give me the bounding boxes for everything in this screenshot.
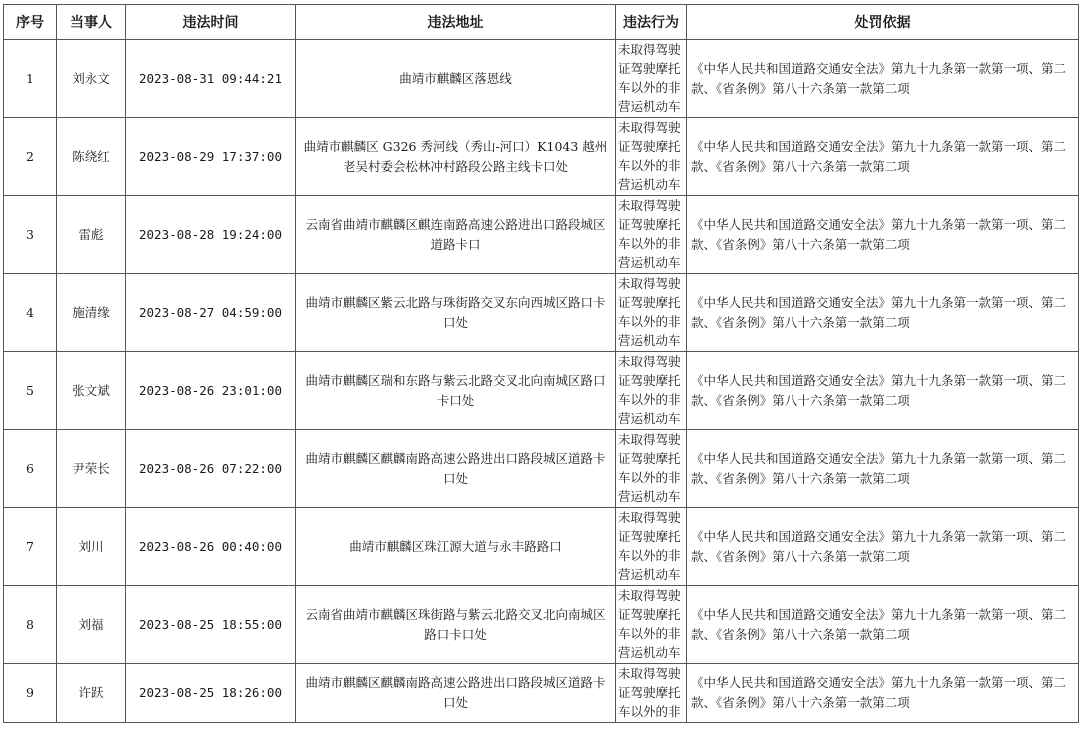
behavior-text: 未取得驾驶证驾驶摩托车以外的非营运机动车 (618, 510, 681, 582)
table-row (4, 508, 1079, 586)
header-party: 当事人 (57, 5, 126, 40)
cell-time: 2023-08-29 17:37:00 (126, 118, 296, 196)
cell-location: 曲靖市麒麟区紫云北路与珠街路交叉东向西城区路口卡口处 (296, 274, 616, 352)
cell-location: 曲靖市麒麟区 G326 秀河线（秀山-河口）K1043 越州老吴村委会松林冲村路段公路主线卡口处 (296, 118, 616, 196)
behavior-text: 未取得驾驶证驾驶摩托车以外的非营运机动车 (618, 588, 681, 660)
cell-party: 许跃 (57, 664, 126, 723)
cell-time: 2023-08-25 18:55:00 (126, 586, 296, 664)
behavior-text: 未取得驾驶证驾驶摩托车以外的非营运机动车 (618, 120, 681, 192)
cell-behavior (616, 196, 687, 274)
header-index: 序号 (4, 5, 57, 40)
table-row (4, 586, 1079, 664)
table-header-row (4, 5, 1079, 40)
cell-party: 刘福 (57, 586, 126, 664)
cell-index: 2 (4, 118, 57, 196)
cell-party: 刘川 (57, 508, 126, 586)
behavior-text: 未取得驾驶证驾驶摩托车以外的非营运机动车 (618, 432, 681, 504)
behavior-text: 未取得驾驶证驾驶摩托车以外的非营运机动车 (618, 276, 681, 348)
table-row (4, 40, 1079, 118)
cell-party: 尹荣长 (57, 430, 126, 508)
cell-basis: 《中华人民共和国道路交通安全法》第九十九条第一款第一项、第二款、《省条例》第八十六条第一款第二项 (687, 40, 1079, 118)
cell-basis: 《中华人民共和国道路交通安全法》第九十九条第一款第一项、第二款、《省条例》第八十六条第一款第二项 (687, 274, 1079, 352)
cell-time: 2023-08-25 18:26:00 (126, 664, 296, 723)
cell-basis: 《中华人民共和国道路交通安全法》第九十九条第一款第一项、第二款、《省条例》第八十六条第一款第二项 (687, 352, 1079, 430)
cell-time: 2023-08-31 09:44:21 (126, 40, 296, 118)
cell-index: 3 (4, 196, 57, 274)
cell-location: 曲靖市麒麟区瑞和东路与紫云北路交叉北向南城区路口卡口处 (296, 352, 616, 430)
table-row (4, 664, 1079, 723)
cell-location: 云南省曲靖市麒麟区麒连南路高速公路进出口路段城区道路卡口 (296, 196, 616, 274)
cell-behavior (616, 508, 687, 586)
cell-index: 5 (4, 352, 57, 430)
table-row (4, 430, 1079, 508)
cell-party: 刘永文 (57, 40, 126, 118)
table-row (4, 118, 1079, 196)
cell-behavior (616, 40, 687, 118)
cell-basis: 《中华人民共和国道路交通安全法》第九十九条第一款第一项、第二款、《省条例》第八十六条第一款第二项 (687, 508, 1079, 586)
behavior-text: 未取得驾驶证驾驶摩托车以外的非 (618, 666, 681, 719)
cell-party: 施清缘 (57, 274, 126, 352)
cell-behavior (616, 118, 687, 196)
cell-basis: 《中华人民共和国道路交通安全法》第九十九条第一款第一项、第二款、《省条例》第八十六条第一款第二项 (687, 430, 1079, 508)
header-time: 违法时间 (126, 5, 296, 40)
table-row (4, 274, 1079, 352)
table-row (4, 352, 1079, 430)
table-row (4, 196, 1079, 274)
cell-party: 张文斌 (57, 352, 126, 430)
cell-basis: 《中华人民共和国道路交通安全法》第九十九条第一款第一项、第二款、《省条例》第八十六条第一款第二项 (687, 586, 1079, 664)
cell-party: 雷彪 (57, 196, 126, 274)
cell-index: 7 (4, 508, 57, 586)
cell-location: 云南省曲靖市麒麟区珠街路与紫云北路交叉北向南城区路口卡口处 (296, 586, 616, 664)
header-basis: 处罚依据 (687, 5, 1079, 40)
cell-party: 陈绕红 (57, 118, 126, 196)
cell-basis: 《中华人民共和国道路交通安全法》第九十九条第一款第一项、第二款、《省条例》第八十六条第一款第二项 (687, 664, 1079, 723)
cell-location: 曲靖市麒麟区落恩线 (296, 40, 616, 118)
cell-location: 曲靖市麒麟区麒麟南路高速公路进出口路段城区道路卡口处 (296, 664, 616, 723)
cell-behavior (616, 430, 687, 508)
cell-index: 4 (4, 274, 57, 352)
header-location: 违法地址 (296, 5, 616, 40)
cell-index: 9 (4, 664, 57, 723)
cell-time: 2023-08-27 04:59:00 (126, 274, 296, 352)
behavior-text: 未取得驾驶证驾驶摩托车以外的非营运机动车 (618, 198, 681, 270)
cell-index: 6 (4, 430, 57, 508)
cell-location: 曲靖市麒麟区珠江源大道与永丰路路口 (296, 508, 616, 586)
cell-index: 1 (4, 40, 57, 118)
cell-behavior (616, 664, 687, 723)
cell-basis: 《中华人民共和国道路交通安全法》第九十九条第一款第一项、第二款、《省条例》第八十六条第一款第二项 (687, 118, 1079, 196)
cell-time: 2023-08-28 19:24:00 (126, 196, 296, 274)
cell-location: 曲靖市麒麟区麒麟南路高速公路进出口路段城区道路卡口处 (296, 430, 616, 508)
cell-basis: 《中华人民共和国道路交通安全法》第九十九条第一款第一项、第二款、《省条例》第八十六条第一款第二项 (687, 196, 1079, 274)
violations-table (3, 4, 1079, 723)
cell-index: 8 (4, 586, 57, 664)
behavior-text: 未取得驾驶证驾驶摩托车以外的非营运机动车 (618, 354, 681, 426)
cell-behavior (616, 352, 687, 430)
cell-behavior (616, 586, 687, 664)
cell-behavior (616, 274, 687, 352)
header-behavior: 违法行为 (616, 5, 687, 40)
behavior-text: 未取得驾驶证驾驶摩托车以外的非营运机动车 (618, 42, 681, 114)
cell-time: 2023-08-26 23:01:00 (126, 352, 296, 430)
cell-time: 2023-08-26 07:22:00 (126, 430, 296, 508)
cell-time: 2023-08-26 00:40:00 (126, 508, 296, 586)
